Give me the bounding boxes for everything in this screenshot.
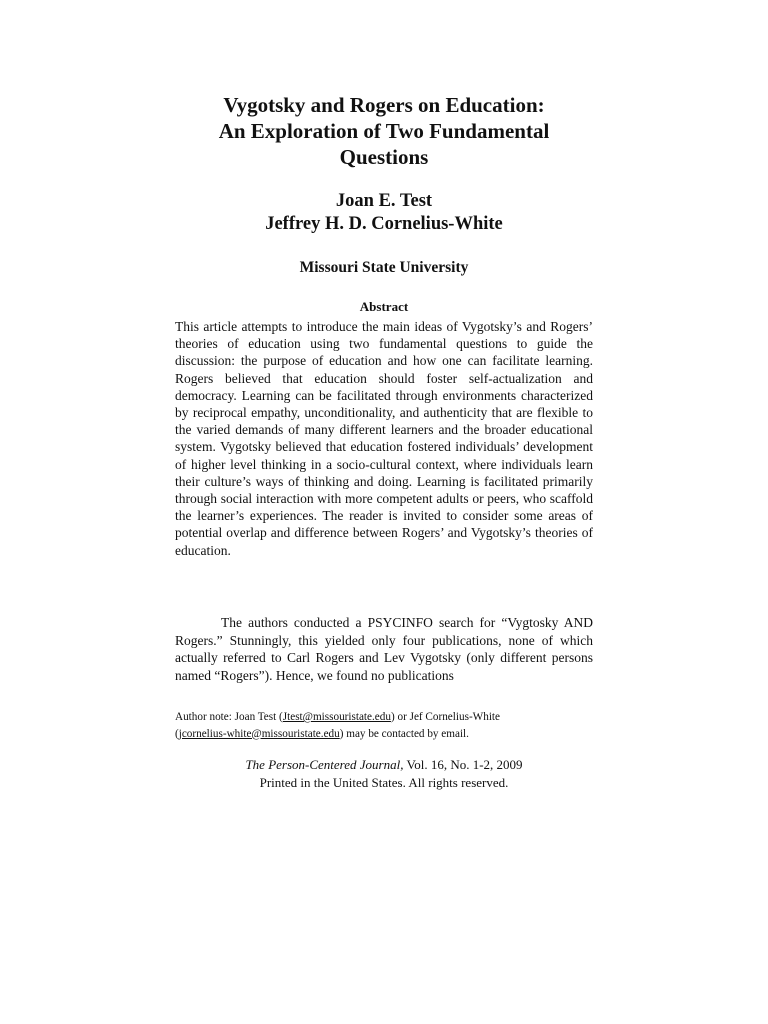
abstract-text: This article attempts to introduce the main ideas of Vygotsky’s and Rogers’ theories of education using two fundamental questions to guide the discussion: the purpose of education and how one can facilitate learning. Rogers believed that education should foster self-actualization and democracy. Learning can be facilitated through environments characterized by reciprocal empathy, unconditionality, and authenticity that are flexible to the varied demands of many different learners and the broader educational system. Vygotsky believed that education fostered individuals’ development of higher level thinking in a socio-cultural context, where individuals learn their culture’s ways of thinking and doing. Learning is facilitated primarily through social interaction with more competent adults or peers, who scaffold the learner’s experiences. The reader is invited to consider some areas of potential overlap and difference between Rogers’ and Vygotsky’s theories of education. [175,319,593,558]
author-name-2: Jeffrey H. D. Cornelius-White [265,214,503,234]
copyright-line: Printed in the United States. All rights reserved. [259,775,509,790]
author-note [175,709,605,742]
journal-name: The Person-Centered Journal, [245,757,404,772]
body-paragraph [175,614,593,684]
author-note-middle: ) or Jef Cornelius-White [390,711,500,723]
title-line-2: An Exploration of Two Fundamental [218,119,550,143]
author-note-open: ( [175,727,179,740]
author-note-prefix: Author note: Joan Test ( [175,711,283,723]
author-affiliation: Missouri State University [299,259,469,276]
paper-title [0,92,768,170]
journal-citation [0,756,768,792]
title-line-1: Vygotsky and Rogers on Education: [223,93,545,117]
author-list [0,190,768,236]
journal-volume: Vol. 16, No. 1-2, 2009 [403,757,523,772]
journal-line [0,756,768,774]
author-name-1: Joan E. Test [335,191,433,211]
title-line-3: Questions [339,145,429,169]
body-paragraph-text: The authors conducted a PSYCINFO search for “Vygtosky AND Rogers.” Stunningly, this yielded only four publications, none of which actually referred to Carl Rogers and Lev Vygotsky (only different persons named “Rogers”). Hence, we found no publications [175,615,593,683]
email-link-2[interactable]: jcornelius-white@missouristate.edu [178,727,340,740]
abstract-heading: Abstract [359,299,409,314]
author-note-suffix: ) may be contacted by email. [339,727,469,740]
email-link-1[interactable]: Jtest@missouristate.edu [282,711,391,723]
